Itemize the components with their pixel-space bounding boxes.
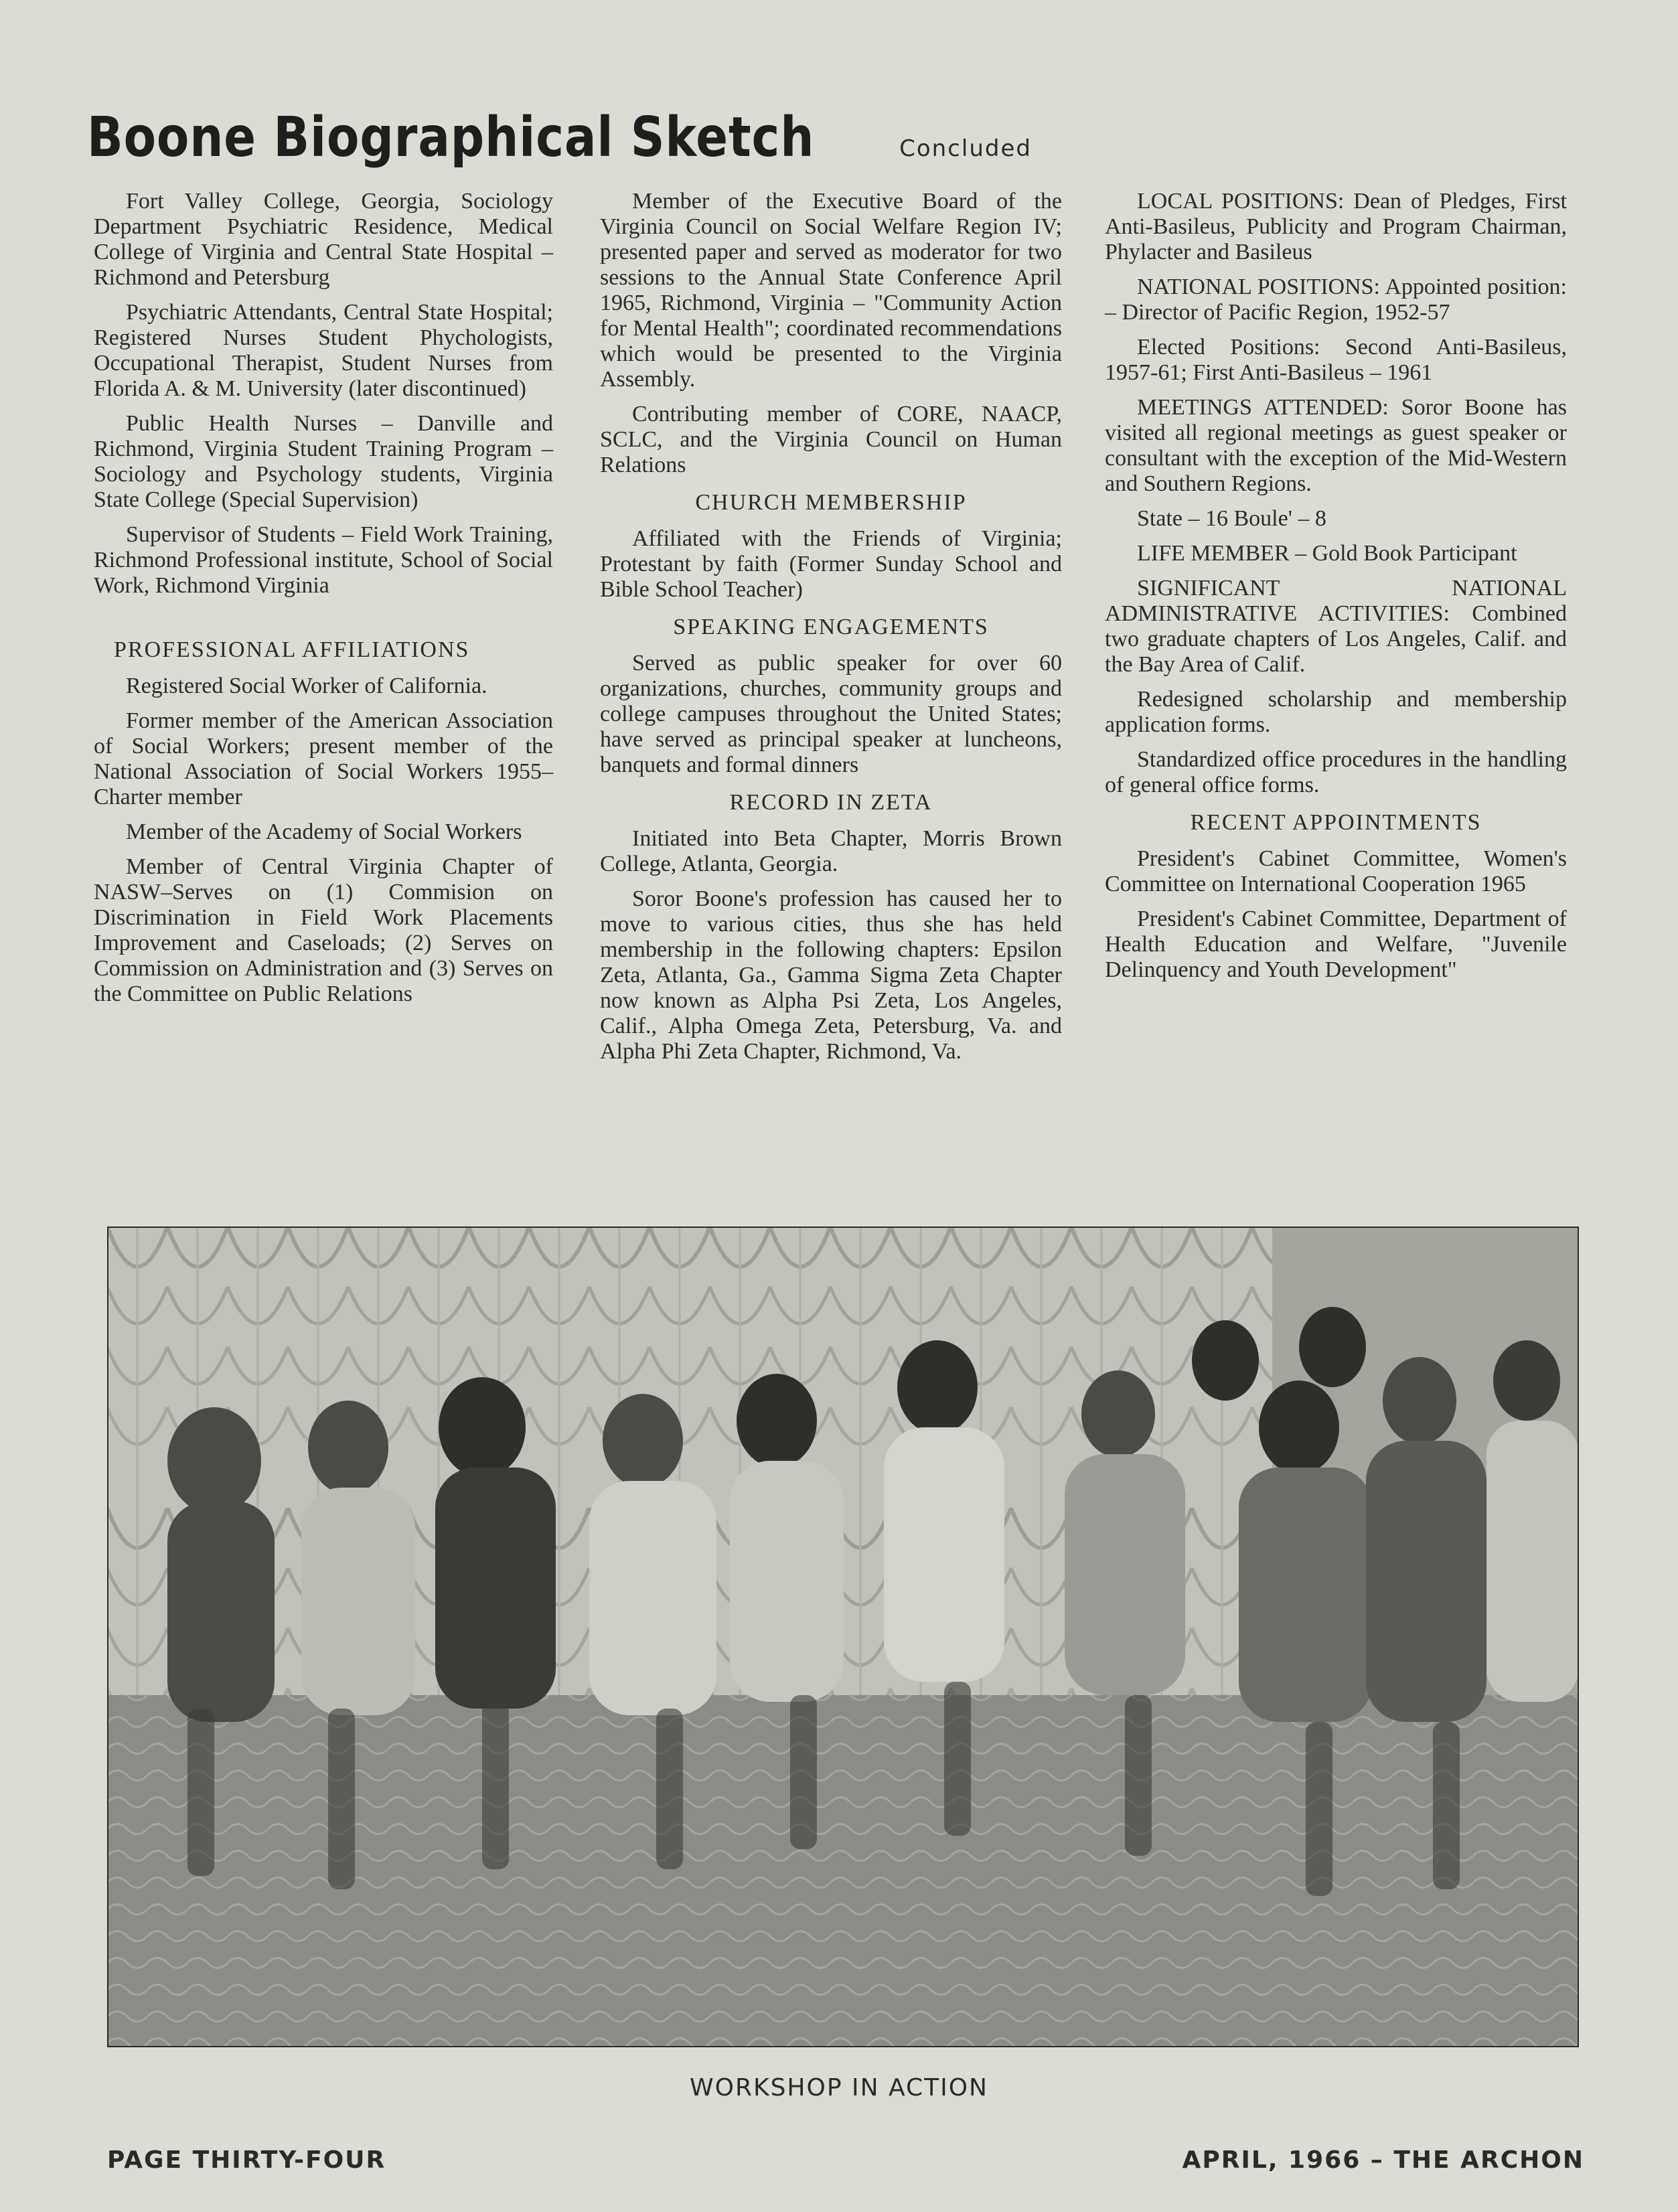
text-column-1	[94, 189, 553, 1016]
paragraph: Former member of the American Association of Social Workers; present member of the National Association of Social Workers 1955–Charter member	[94, 708, 553, 809]
section-heading: RECENT APPOINTMENTS	[1190, 810, 1482, 835]
paragraph: Member of the Executive Board of the Virginia Council on Social Welfare Region IV; presented paper and served as moderator for two sessions to the Annual State Conference April 1965, Richmond, Virginia – "Community Action for Mental Health"; coordinated recommendations which would be presented to the Virginia Assembly.	[600, 189, 1062, 392]
article-title: Boone Biographical Sketch	[87, 106, 815, 169]
paragraph: President's Cabinet Committee, Women's Committee on International Cooperation 1965	[1105, 846, 1567, 896]
paragraph: Supervisor of Students – Field Work Training, Richmond Professional institute, School of Social Work, Richmond Virginia	[94, 522, 553, 598]
article-header	[87, 106, 1032, 169]
text-column-3	[1105, 189, 1567, 992]
paragraph: Psychiatric Attendants, Central State Hospital; Registered Nurses Student Phychologists, Occupational Therapist, Student Nurses from Florida A. & M. University (later discontinued)	[94, 300, 553, 401]
page-number: PAGE THIRTY-FOUR	[107, 2146, 386, 2174]
paragraph: Registered Social Worker of California.	[126, 674, 487, 698]
article-subtitle: Concluded	[899, 135, 1032, 162]
paragraph: LIFE MEMBER – Gold Book Participant	[1137, 541, 1517, 566]
paragraph: Public Health Nurses – Danville and Richmond, Virginia Student Training Program – Sociology and Psychology students, Virginia State College (Special Supervision)	[94, 411, 553, 512]
issue-label: APRIL, 1966 – THE ARCHON	[1182, 2146, 1584, 2174]
paragraph: Redesigned scholarship and membership application forms.	[1105, 687, 1567, 737]
paragraph: Soror Boone's profession has caused her to move to various cities, thus she has held membership in the following chapters: Epsilon Zeta, Atlanta, Ga., Gamma Sigma Zeta Chapter now known as Alpha Psi Zeta, Los Angeles, Calif., Alpha Omega Zeta, Petersburg, Va. and Alpha Phi Zeta Chapter, Richmond, Va.	[600, 886, 1062, 1064]
paragraph: SIGNIFICANT NATIONAL ADMINISTRATIVE ACTIVITIES: Combined two graduate chapters of Los Angeles, Calif. and the Bay Area of Calif.	[1105, 576, 1567, 677]
paragraph: Affiliated with the Friends of Virginia; Protestant by faith (Former Sunday School and Bible School Teacher)	[600, 526, 1062, 602]
photo-illustration	[107, 1227, 1579, 2047]
paragraph: Member of Central Virginia Chapter of NASW–Serves on (1) Commision on Discrimination in Field Work Placements Improvement and Caseloads; (2) Serves on Commission on Administration and (3) Serves on the Committee on Public Relations	[94, 854, 553, 1006]
section-heading: PROFESSIONAL AFFILIATIONS	[114, 637, 470, 662]
paragraph: LOCAL POSITIONS: Dean of Pledges, First Anti-Basileus, Publicity and Program Chairman, Phylacter and Basileus	[1105, 189, 1567, 264]
paragraph: Standardized office procedures in the handling of general office forms.	[1105, 747, 1567, 797]
workshop-photo	[107, 1227, 1579, 2047]
paragraph: Served as public speaker for over 60 organizations, churches, community groups and college campuses throughout the United States; have served as principal speaker at luncheons, banquets and formal dinners	[600, 651, 1062, 777]
paragraph: NATIONAL POSITIONS: Appointed position: – Director of Pacific Region, 1952-57	[1105, 274, 1567, 325]
paragraph: MEETINGS ATTENDED: Soror Boone has visited all regional meetings as guest speaker or consultant with the exception of the Mid-Western and Southern Regions.	[1105, 395, 1567, 496]
paragraph: State – 16 Boule' – 8	[1137, 506, 1326, 531]
paragraph: President's Cabinet Committee, Department of Health Education and Welfare, "Juvenile Delinquency and Youth Development"	[1105, 906, 1567, 982]
paragraph: Elected Positions: Second Anti-Basileus, 1957-61; First Anti-Basileus – 1961	[1105, 335, 1567, 385]
section-heading: CHURCH MEMBERSHIP	[695, 490, 967, 515]
paragraph: Contributing member of CORE, NAACP, SCLC, and the Virginia Council on Human Relations	[600, 402, 1062, 477]
section-heading: RECORD IN ZETA	[729, 790, 933, 815]
paragraph: Fort Valley College, Georgia, Sociology Department Psychiatric Residence, Medical College of Virginia and Central State Hospital – Richmond and Petersburg	[94, 189, 553, 290]
paragraph: Initiated into Beta Chapter, Morris Brown College, Atlanta, Georgia.	[600, 826, 1062, 876]
photo-caption: WORKSHOP IN ACTION	[690, 2074, 988, 2102]
section-heading: SPEAKING ENGAGEMENTS	[673, 615, 989, 639]
paragraph: Member of the Academy of Social Workers	[126, 819, 522, 844]
text-column-2	[600, 189, 1062, 1074]
